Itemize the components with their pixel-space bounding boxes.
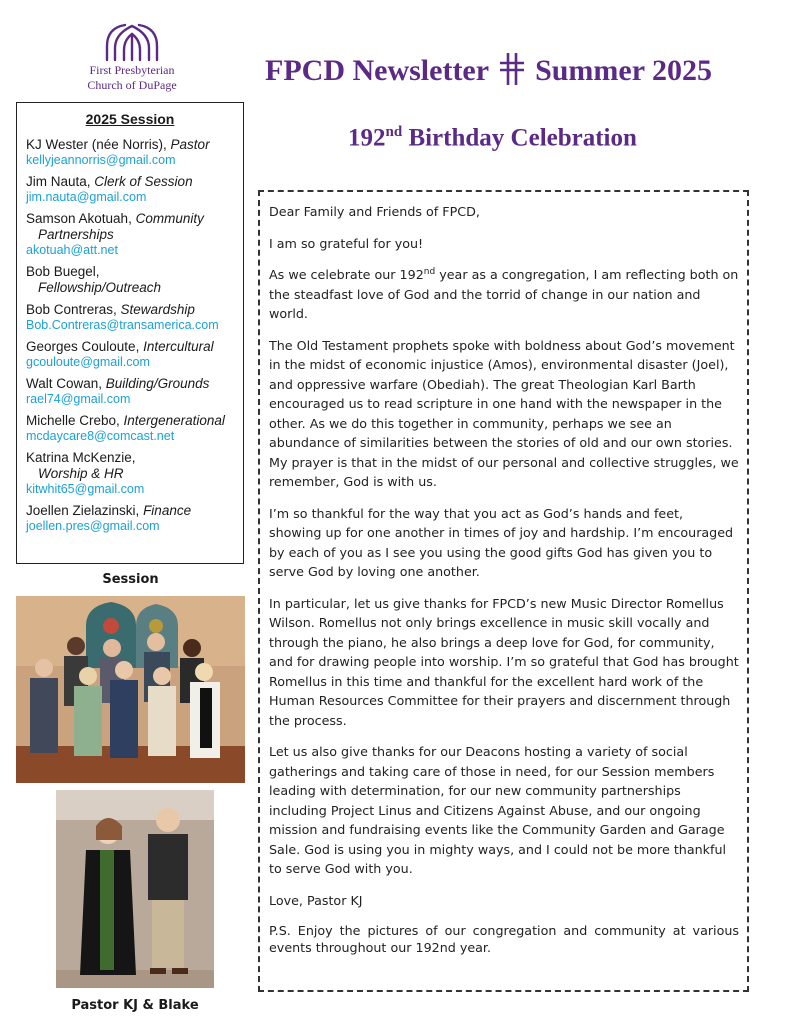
session-member: Bob Buegel, Fellowship/Outreach — [26, 264, 243, 296]
letter-postscript: P.S. Enjoy the pictures of our congregation and community at various events throughout our 192nd year. — [269, 923, 739, 955]
letter-greeting: Dear Family and Friends of FPCD, — [269, 204, 480, 219]
letter-paragraph-3: The Old Testament prophets spoke with boldness about God’s movement in the midst of economic injustice (Amos), environmental disaster (Joel), and oppressive warfare (Obediah). The great Theologian Karl Barth encouraged us to read scripture in one hand with the newspaper in the other. As we do this together in community, perhaps we see an abundance of similarities between the stories of old and our own stories. My prayer is that in the midst of our personal and collective struggles, we remember, God is with us. — [269, 337, 739, 489]
session-group-photo — [16, 596, 245, 783]
member-email-link[interactable]: akotuah@att.net — [26, 243, 118, 257]
page-subtitle: 192nd Birthday Celebration — [348, 124, 637, 152]
member-email-link[interactable]: gcouloute@gmail.com — [26, 355, 150, 369]
session-member: KJ Wester (née Norris), Pastor kellyjeannorris@gmail.com — [26, 137, 243, 168]
session-member: Michelle Crebo, Intergenerational mcdaycare8@comcast.net — [26, 413, 243, 444]
letter-paragraph-4: I’m so thankful for the way that you act as God’s hands and feet, showing up for one another in times of joy and hardship. I’m encouraged by each of you as I see you using the good gifts God has given you to serve God by loving one another. — [269, 505, 734, 579]
newsletter-title — [265, 52, 712, 94]
member-email-link[interactable]: joellen.pres@gmail.com — [26, 519, 160, 533]
session-member: Joellen Zielazinski, Finance joellen.pres@gmail.com — [26, 503, 243, 534]
session-member: Georges Couloute, Intercultural gcouloute@gmail.com — [26, 339, 243, 370]
letter-closing: Love, Pastor KJ — [269, 892, 363, 908]
member-email-link[interactable]: mcdaycare8@comcast.net — [26, 429, 175, 443]
session-photo-caption: Session — [102, 572, 159, 587]
logo-name-line2: Church of DuPage — [87, 78, 177, 92]
church-logo — [62, 22, 202, 92]
pastor-letter — [258, 190, 749, 992]
pastor-photo-caption: Pastor KJ & Blake — [71, 998, 199, 1013]
letter-paragraph-5: In particular, let us give thanks for FPCD’s new Music Director Romellus Wilson. Romellus not only brings excellence in music skill vocally and through the piano, he also brings a deep love for God, for community, and for drawing people into worship. I’m so grateful that God has brought Romellus in this time and thankful for the excellent hard work of the Human Resources Committee for their prayers and discernment through the process. — [269, 595, 739, 728]
pastor-photo — [56, 790, 214, 988]
church-arches-icon — [103, 22, 161, 62]
session-heading: 2025 Session — [85, 111, 175, 127]
member-role: Worship & HR — [38, 466, 124, 481]
logo-name-line1: First Presbyterian — [89, 63, 175, 77]
member-email-link[interactable]: kitwhit65@gmail.com — [26, 482, 145, 496]
title-left: FPCD Newsletter — [265, 53, 490, 87]
session-member: Jim Nauta, Clerk of Session jim.nauta@gmail.com — [26, 174, 243, 205]
member-email-link[interactable]: Bob.Contreras@transamerica.com — [26, 318, 219, 332]
presbyterian-cross-icon — [499, 52, 525, 94]
letter-paragraph-6: Let us also give thanks for our Deacons hosting a variety of social gatherings and taking care of those in need, for our Session members leading with determination, for our new community partnerships including Project Linus and Citizens Against Abuse, and our ongoing mission and fundraising events like the Community Garden and Garage Sale. God is using you in mighty ways, and I could not be more thankful to serve God with you. — [269, 744, 727, 876]
member-role: Partnerships — [38, 227, 114, 242]
title-right: Summer 2025 — [535, 53, 713, 87]
member-email-link[interactable]: kellyjeannorris@gmail.com — [26, 153, 176, 167]
letter-paragraph-1: I am so grateful for you! — [269, 235, 424, 251]
member-email-link[interactable]: jim.nauta@gmail.com — [26, 190, 147, 204]
session-member: Walt Cowan, Building/Grounds rael74@gmail.com — [26, 376, 243, 407]
session-member: Katrina McKenzie, Worship & HR kitwhit65@gmail.com — [26, 450, 243, 497]
letter-paragraph-2: As we celebrate our 192nd year as a congregation, I am reflecting both on the steadfast love of God and the torrid of change in our nation and world. — [269, 266, 739, 321]
member-email-link[interactable]: rael74@gmail.com — [26, 392, 131, 406]
session-member: Samson Akotuah, Community Partnerships akotuah@att.net — [26, 211, 243, 258]
session-member: Bob Contreras, Stewardship Bob.Contreras@transamerica.com — [26, 302, 243, 333]
member-role: Fellowship/Outreach — [38, 280, 162, 295]
session-roster — [16, 102, 244, 564]
